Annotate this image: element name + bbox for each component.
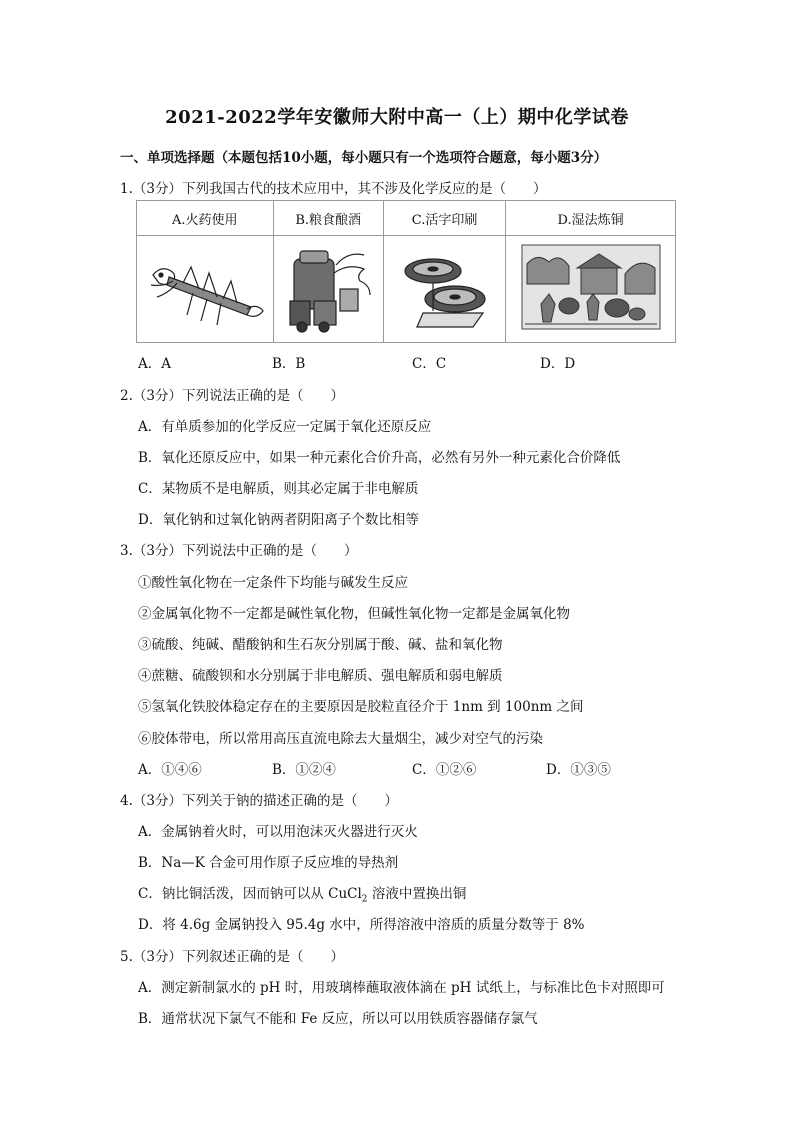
statement-4: ④蔗糖、硫酸钡和水分别属于非电解质、强电解质和弱电解质	[138, 668, 503, 684]
option-a[interactable]: A．测定新制氯水的 pH 时，用玻璃棒蘸取液体滴在 pH 试纸上，与标准比色卡对照即可	[138, 980, 665, 996]
option-c[interactable]: C．①②⑥	[412, 762, 477, 778]
option-b[interactable]: B．Na—K 合金可用作原子反应堆的导热剂	[138, 855, 399, 871]
table-header-b: B.粮食酿酒	[273, 201, 383, 236]
option-c-text: C．钠比铜活泼，因而钠可以从 CuCl	[138, 886, 362, 902]
option-c[interactable]: C．C	[412, 356, 447, 372]
question-2-stem: 2.（3分）下列说法正确的是（ ）	[120, 388, 344, 404]
option-c[interactable]: C．某物质不是电解质，则其必定属于非电解质	[138, 481, 419, 497]
statement-6: ⑥胶体带电，所以常用高压直流电除去大量烟尘，减少对空气的污染	[138, 731, 543, 747]
question-5-stem: 5.（3分）下列叙述正确的是（ ）	[120, 949, 344, 965]
statement-2: ②金属氧化物不一定都是碱性氧化物，但碱性氧化物一定都是金属氧化物	[138, 606, 570, 622]
option-d[interactable]: D．氧化钠和过氧化钠两者阴阳离子个数比相等	[138, 512, 419, 528]
option-d[interactable]: D．将 4.6g 金属钠投入 95.4g 水中，所得溶液中溶质的质量分数等于 8%	[138, 917, 585, 933]
copper-smelting-illustration	[506, 236, 676, 343]
wine-brewing-illustration	[273, 236, 383, 343]
statement-3: ③硫酸、纯碱、醋酸钠和生石灰分别属于酸、碱、盐和氧化物	[138, 637, 503, 653]
table-header-a: A.火药使用	[137, 201, 274, 236]
type-printing-illustration	[383, 236, 505, 343]
option-d[interactable]: D．D	[540, 356, 576, 372]
gunpowder-illustration	[137, 236, 274, 343]
option-c[interactable]	[138, 882, 466, 905]
option-c-subscript: 2	[361, 894, 368, 905]
table-header-c: C.活字印刷	[383, 201, 505, 236]
option-b[interactable]: B．①②④	[272, 762, 336, 778]
option-b[interactable]: B．B	[272, 356, 306, 372]
question-3-stem: 3.（3分）下列说法中正确的是（ ）	[120, 543, 358, 559]
section-heading: 一、单项选择题（本题包括10小题，每小题只有一个选项符合题意，每小题3分）	[120, 150, 608, 166]
option-a[interactable]: A．金属钠着火时，可以用泡沫灭火器进行灭火	[138, 824, 418, 840]
option-a[interactable]: A．A	[138, 356, 171, 372]
question-1-stem: 1.（3分）下列我国古代的技术应用中，其不涉及化学反应的是（ ）	[120, 181, 547, 197]
question-4-stem: 4.（3分）下列关于钠的描述正确的是（ ）	[120, 793, 398, 809]
option-d[interactable]: D．①③⑤	[546, 762, 611, 778]
statement-1: ①酸性氧化物在一定条件下均能与碱发生反应	[138, 575, 408, 591]
option-a[interactable]: A．有单质参加的化学反应一定属于氧化还原反应	[138, 419, 432, 435]
option-b[interactable]: B．氧化还原反应中，如果一种元素化合价升高，必然有另外一种元素化合价降低	[138, 450, 621, 466]
option-c-tail: 溶液中置换出铜	[367, 886, 467, 902]
option-b[interactable]: B．通常状况下氯气不能和 Fe 反应，所以可以用铁质容器储存氯气	[138, 1011, 538, 1027]
table-header-d: D.湿法炼铜	[506, 201, 676, 236]
option-a[interactable]: A．①④⑥	[138, 762, 202, 778]
question-1-table	[136, 200, 676, 343]
statement-5: ⑤氢氧化铁胶体稳定存在的主要原因是胶粒直径介于 1nm 到 100nm 之间	[138, 699, 584, 715]
exam-title: 2021-2022学年安徽师大附中高一（上）期中化学试卷	[165, 107, 629, 128]
